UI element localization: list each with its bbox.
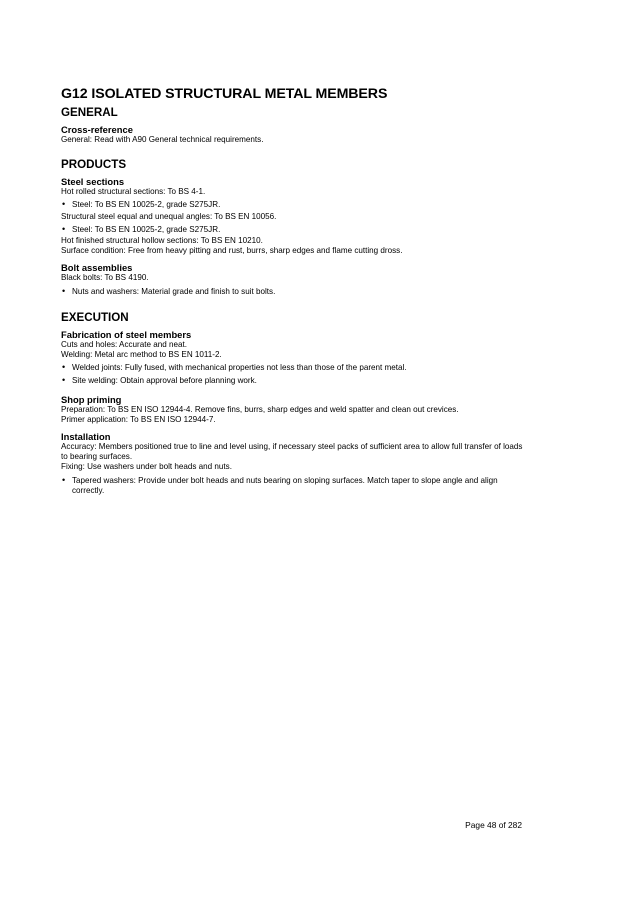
heading-general: GENERAL: [61, 106, 118, 119]
heading-bolt-assemblies: Bolt assemblies: [61, 262, 133, 274]
bullet-text: Steel: To BS EN 10025-2, grade S275JR.: [72, 200, 221, 210]
heading-execution: EXECUTION: [61, 310, 129, 324]
heading-products: PRODUCTS: [61, 158, 127, 172]
shop-priming-line-1: Preparation: To BS EN ISO 12944-4. Remove fins, burrs, sharp edges and weld spatter and clean out crevices.: [61, 404, 459, 414]
fabrication-bullet-2: [61, 376, 531, 386]
fabrication-line-2: Welding: Metal arc method to BS EN 1011-2.: [61, 350, 222, 360]
heading-shop-priming: Shop priming: [61, 393, 122, 405]
shop-priming-line-2: Primer application: To BS EN ISO 12944-7.: [61, 414, 216, 424]
heading-steel-sections: Steel sections: [61, 176, 125, 188]
steel-sections-bullet-1: [61, 200, 531, 210]
heading-fabrication: Fabrication of steel members: [61, 328, 192, 340]
installation-line-1: Accuracy: Members positioned true to line and level using, if necessary steel packs of sufficient area to allow full transfer of loads to bearing surfaces.: [61, 442, 523, 462]
bolt-assemblies-bullet-1: [61, 287, 531, 297]
document-content: [61, 86, 531, 497]
fabrication-line-1: Cuts and holes: Accurate and neat.: [61, 339, 187, 349]
bullet-text: Nuts and washers: Material grade and finish to suit bolts.: [72, 286, 276, 296]
cross-reference-text: General: Read with A90 General technical requirements.: [61, 135, 264, 144]
heading-cross-reference: Cross-reference: [61, 124, 133, 135]
steel-sections-bullet-2: [61, 225, 531, 235]
bullet-text: Tapered washers: Provide under bolt heads and nuts bearing on sloping surfaces. Match taper to slope angle and align correctly.: [72, 475, 498, 495]
bullet-icon: •: [62, 223, 66, 234]
bullet-text: Site welding: Obtain approval before planning work.: [72, 376, 257, 386]
steel-sections-line-4: Surface condition: Free from heavy pitting and rust, burrs, sharp edges and flame cutting dross.: [61, 246, 403, 256]
bullet-icon: •: [62, 285, 66, 296]
bullet-text: Welded joints: Fully fused, with mechanical properties not less than those of the parent metal.: [72, 363, 407, 373]
steel-sections-line-3: Hot finished structural hollow sections: To BS EN 10210.: [61, 236, 263, 246]
steel-sections-line-1: Hot rolled structural sections: To BS 4-1.: [61, 187, 206, 197]
page-number: Page 48 of 282: [465, 820, 522, 830]
bullet-icon: •: [62, 474, 66, 485]
bullet-icon: •: [62, 199, 66, 210]
bullet-icon: •: [62, 375, 66, 386]
bullet-icon: •: [62, 362, 66, 373]
installation-bullet-1: [61, 476, 531, 496]
steel-sections-line-2: Structural steel equal and unequal angles: To BS EN 10056.: [61, 211, 277, 221]
section-title: G12 ISOLATED STRUCTURAL METAL MEMBERS: [61, 86, 388, 102]
bolt-assemblies-line-1: Black bolts: To BS 4190.: [61, 273, 149, 283]
fabrication-bullet-1: [61, 363, 531, 373]
heading-installation: Installation: [61, 431, 111, 443]
bullet-text: Steel: To BS EN 10025-2, grade S275JR.: [72, 224, 221, 234]
installation-line-2: Fixing: Use washers under bolt heads and nuts.: [61, 462, 232, 472]
